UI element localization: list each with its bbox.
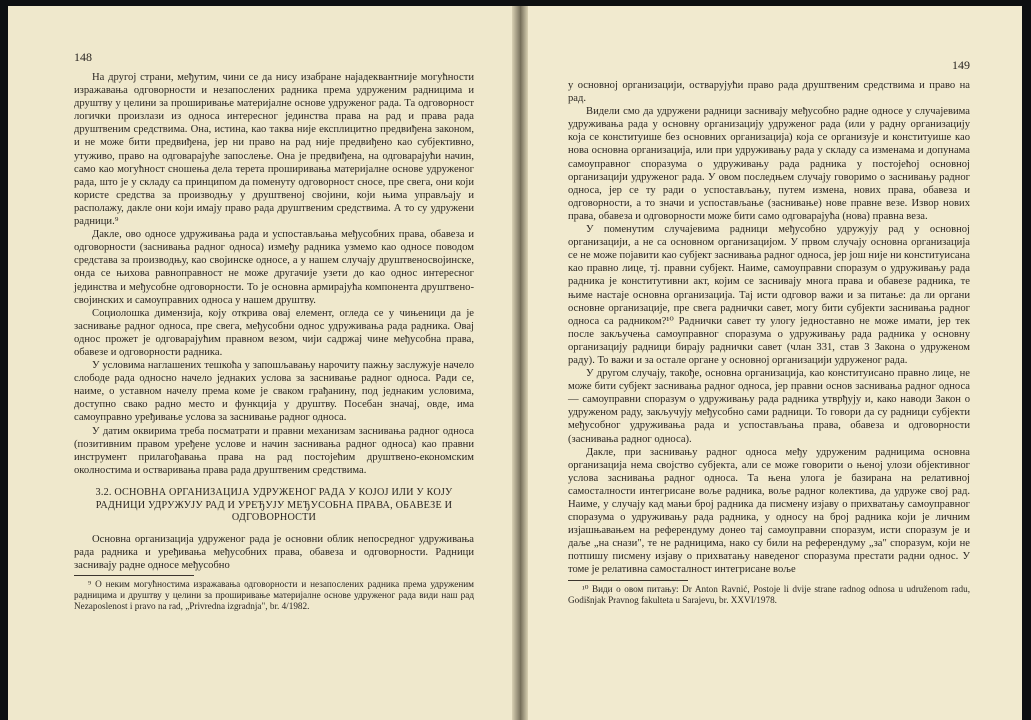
footnote-rule [74, 575, 194, 576]
book-gutter-right [520, 6, 528, 720]
paragraph: Видели смо да удружени радници заснивају међусобно радне односе у случајевима удруживања рада у основну организацију удруженог рада (или у радну организацију која се конституише без основних организација) која се организује и конституише као нова основна организација, или при удруживању рада у складу са изменама и допунама самоуправног споразума о удруживању рада радника у постојећој основној организацији удруженог рада. У овом последњем случају говоримо о заснивању радног односа, јер се ту ради о успостављању, путем измена, нових права, обавеза и одговорности, а то значи и успостављање (заснивање) нове правне везе. Извор нових права, обавеза и одговорности може бити само одговарајућа (нова) правна веза. [568, 106, 970, 222]
left-body-text [74, 71, 474, 572]
right-body-text [568, 79, 970, 577]
footnote: ⁹ О неким могућностима изражавања одговорности и незапослених радника према удруженим радницима и друштву у целини за проширивање материјалне основе удруженог рада види наш рад Nezaposlenost i pravo na rad, „Privredna izgradnja", br. 4/1982. [74, 578, 474, 612]
paragraph: На другој страни, међутим, чини се да нису изабране најадеквантније могућности изражавања одговорности и незапослених радника према удруженим радницима и друштву у целини за проширивање материјалне основе удруженог рада. Та одговорност логички произлази из односа интересног јединства права на рад и права рада друштвеним средствима. Она, истина, као таква није експлицитно предвиђена законом, и не може бити предвиђена, јер ни право на рад није предвиђено као субјективно, утуживо, право на одговарајуће запослење. Она је предвиђена, на одговарајући начин, само као могућност сношења дела терета проширивања материјалне основе удруженог рада, што је у складу са принципом да поменуту одговорност сносе, пре свега, они који користе средства за производњу у друштвеној својини, који њима управљају и располажу, дакле они који имају право рада друштвеним средствима. А то су удружени радници.⁹ [74, 72, 474, 228]
paragraph: У поменутим случајевима радници међусобно удружују рад у основној организацији, а не са основном организацијом. У првом случају основна организација се не може појавити као субјект заснивања радног односа, јер још није ни конституисана као правно лице, тј. правни субјект. Наиме, самоуправни споразум о удруживању рада радника је конститутивни акт, којим се заснивају многа права и обавезе радника, те њиме настаје основна организација. Тај исти одговор важи и за питање: да ли органи основне организације, пре свега раднички савет, могу бити субјекти заснивања радног односа са радником?¹⁰ Раднички савет ту улогу једноставно не може имати, јер тек после закључења самоуправног споразума о удруживању рада радника у основну организацију радници бирају раднички савет (члан 331, став 3 Закона о удруженом раду). То важи и за остале органе у основној организацији удруженог рада. [568, 224, 970, 366]
footnote: ¹⁰ Види о овом питању: Dr Anton Ravnić, Postoje li dvije strane radnog odnosa u udruženom radu, Godišnjak Pravnog fakulteta u Sarajevu, br. XXVI/1978. [568, 583, 970, 605]
left-page [8, 6, 512, 720]
paragraph: У условима наглашених тешкоћа у запошљавању нарочиту пажњу заслужује начело слободе рада односно начело једнаких услова за заснивање радног односа. Ради се, наиме, о уставном начелу према коме је сваком грађанину, под једнаким условима, доступно свако радно место и функција у друштву. Посебан значај, овде, има самоуправно уређивање услова за заснивање радног односа. [74, 360, 474, 424]
paragraph: У датим оквирима треба посматрати и правни механизам заснивања радног односа (позитивним правом уређене услове и начин заснивања радног односа) као правни инструмент прилагођавања права на рад постојећим друштвено-економским околностима и остваривања права рада друштвеним средствима. [74, 425, 474, 476]
paragraph: Дакле, при заснивању радног односа међу удруженим радницима основна организација нема својство субјекта, али се може говорити о њеној улози објективног услова заснивања радног односа. Та њена улога је базирана на релативној самосталности интегрисане воље радника, воље радног колектива, да удруже свој рад. Наиме, у случају кад мањи број радника да писмену изјаву о прихватању самоуправног споразума о удруживању рада радника, у односу на број радника који је личним изјашњавањем на референдуму донео тај самоуправни споразум, исти споразум је и даље „на снази", те не радницима, нако су били на референдуму „за" споразум, који не потпишу писмену изјаву о прихватању наведеног споразума престати радни однос. У томе је релативна самосталност интегрисане воље [568, 446, 970, 576]
page-number: 148 [74, 50, 92, 64]
footnote-rule [568, 580, 688, 581]
page-number: 149 [952, 58, 970, 72]
paragraph: Дакле, ово односе удруживања рада и успостављања међусобних права, обавеза и одговорности (заснивања радног односа) између радника узмемо као односе поводом средстава за производњу, као својинске односе, а у нашем случају друштвеносвојинске, онда се њихова равноправност не може другачије узети до као однос интересног јединства и међусобне одговорности. То је основна армирајућа компонента друштвено-својинских и самоуправних односа у нашем друштву. [74, 229, 474, 306]
paragraph: Социолошка димензија, коју открива овај елемент, огледа се у чињеници да је заснивање радног односа, пре свега, међусобни однос удруживања рада радника. Овај однос прожет је одговарајућим правном везом, чији садржај чине међусобна права, обавезе и одговорности радника. [74, 307, 474, 358]
book-gutter-left [512, 6, 520, 720]
right-page [528, 6, 1022, 720]
paragraph: у основној организацији, остварујући право рада друштвеним средствима и право на рад. [568, 80, 970, 105]
paragraph: У другом случају, такође, основна организација, као конституисано правно лице, не може бити субјект заснивања радног односа, јер правни основ заснивања радног односа — самоуправни споразум о удруживању рада радника утврђују и, како наводи Закон о удруженом раду, закључују међусобно сами радници. То говори да су радници субјекти међусобног удруживања рада и успостављања права, обавеза и одговорности (заснивања радног односа). [568, 368, 970, 445]
section-heading: 3.2. ОСНОВНА ОРГАНИЗАЦИЈА УДРУЖЕНОГ РАДА У КОЈОЈ ИЛИ У КОЈУ РАДНИЦИ УДРУЖУЈУ РАД И УРЕЂУЈУ МЕЂУСОБНА ПРАВА, ОБАВЕЗЕ И ОДГОВОРНОСТИ [95, 486, 453, 524]
paragraph: Основна организација удруженог рада је основни облик непосредног удруживања рада радника и уређивања међусобних права, обавеза и одговорности. Радници заснивају радне односе међусобно [74, 533, 474, 571]
